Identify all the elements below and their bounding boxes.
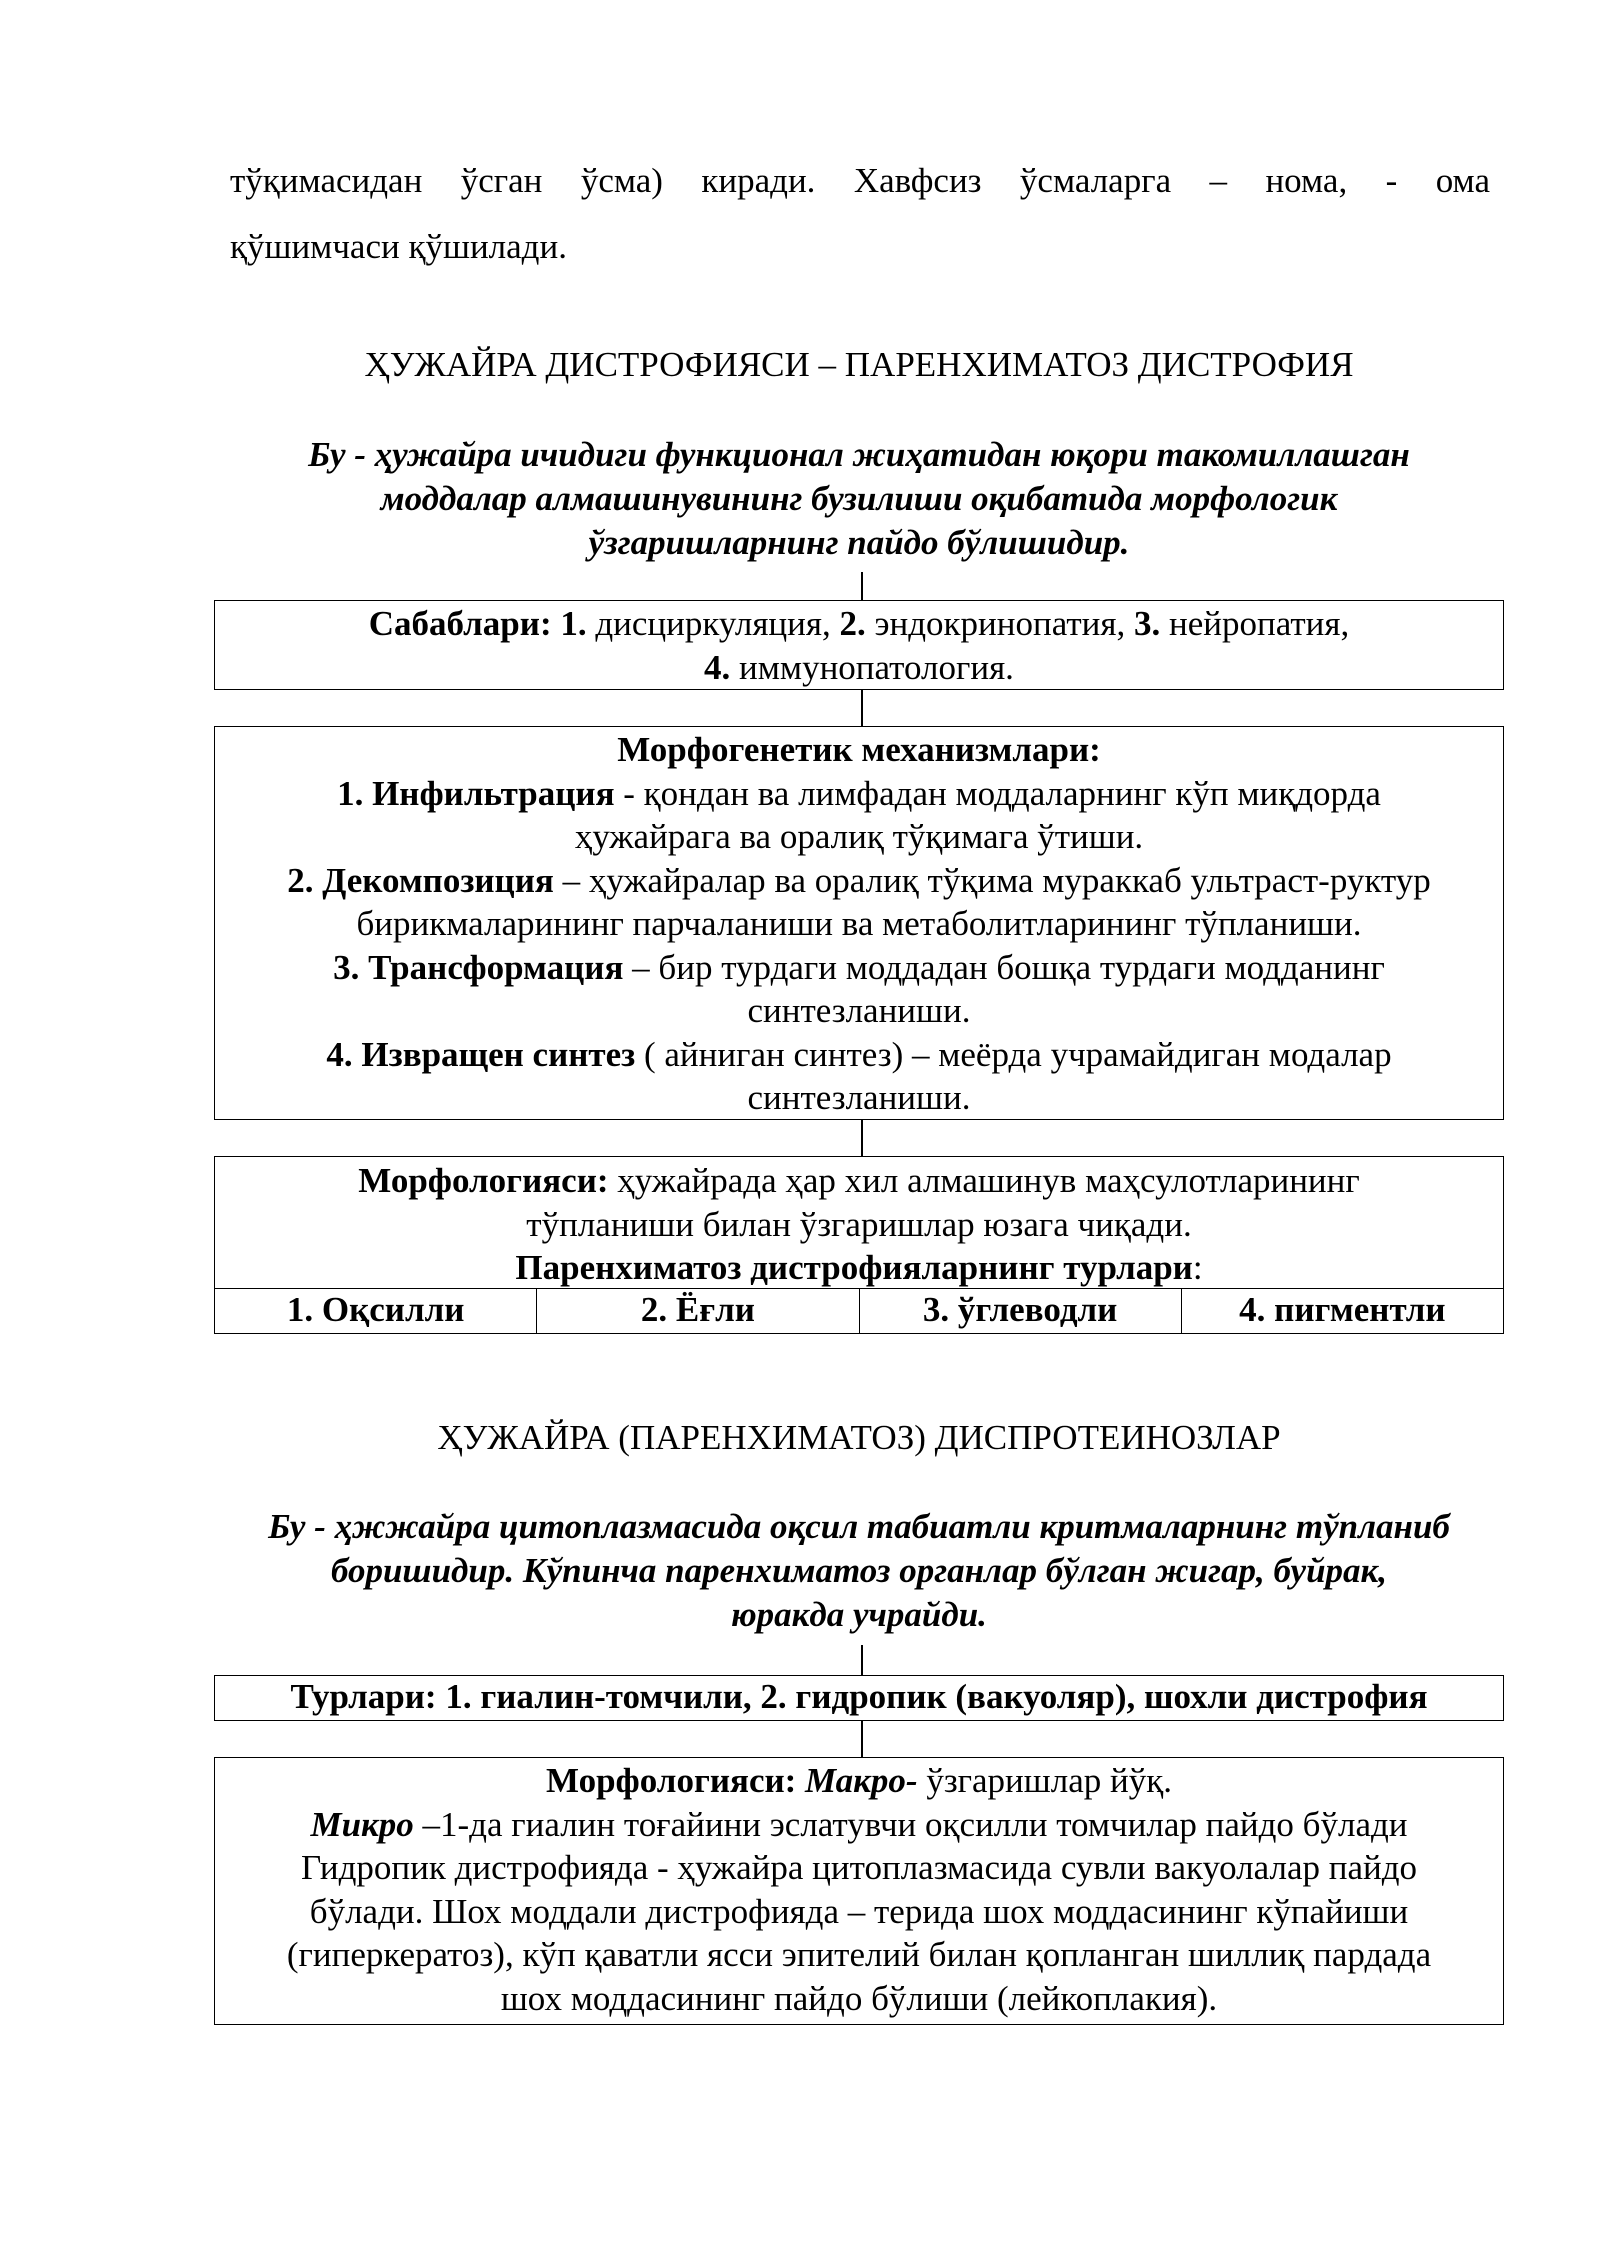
- connector-line: [861, 1120, 863, 1156]
- connector-line: [861, 690, 863, 726]
- mechanism-item: 3. Трансформация – бир турдаги моддадан бошқа турдаги модданинг: [333, 947, 1385, 987]
- section1-definition: Бу - ҳужайра ичидиги функционал жиҳатидан юқори такомиллашган моддалар алмашинувининг бузилиши оқибатида морфологик ўзгаришларнинг пайдо бўлишидир.: [308, 435, 1410, 562]
- intro-line-1: тўқимасидан ўсган ўсма) киради. Хавфсиз ўсмаларга – нома, - ома: [230, 161, 1490, 200]
- section1-title: ҲУЖАЙРА ДИСТРОФИЯСИ – ПАРЕНХИМАТОЗ ДИСТРОФИЯ: [364, 345, 1354, 384]
- types-table-row: [215, 1288, 1503, 1333]
- type-cell: 3. ўглеводли: [859, 1289, 1181, 1333]
- connector-line: [861, 1645, 863, 1675]
- types-title: Паренхиматоз дистрофияларнинг турлари: [515, 1248, 1193, 1287]
- morphology2-box: Морфологияси: Макро- ўзгаришлар йўқ. Микро –1-да гиалин тоғайини эслатувчи оқсилли томчилар пайдо бўлади Гидропик дистрофияда - ҳужайра цитоплазмасида сувли вакуолалар пайдо бўлади. Шох моддали дистрофияда – терида шох моддасининг кўпайиши (гиперкератоз), кўп қаватли ясси эпителий билан қопланган шиллиқ пардада шох моддасининг пайдо бўлиши (лейкоплакия).: [214, 1757, 1504, 2025]
- mechanisms-title: Морфогенетик механизмлари:: [617, 730, 1101, 769]
- mechanism-item: 4. Извращен синтез ( айниган синтез) – меёрда учрамайдиган модалар: [326, 1034, 1392, 1074]
- connector-line: [861, 1721, 863, 1757]
- mechanism-item: 2. Декомпозиция – ҳужайралар ва оралиқ тўқима мураккаб ультраст-руктур: [287, 860, 1431, 900]
- mechanisms-box: Морфогенетик механизмлари: 1. Инфильтрация - қондан ва лимфадан моддаларнинг кўп миқдорда ҳужайрага ва оралиқ тўқимага ўтиши. 2. Декомпозиция – ҳужайралар ва оралиқ тўқима мураккаб ультраст-руктур бирикмаларининг парчаланиши ва метаболитларининг тўпланиши. 3. Трансформация – бир турдаги моддадан бошқа турдаги модданинг синтезланиши. 4. Извращен синтез ( айниган синтез) – меёрда учрамайдиган модалар синтезланиши.: [214, 726, 1504, 1120]
- types2-box: Турлари: 1. гиалин-томчили, 2. гидропик (вакуоляр), шохли дистрофия: [214, 1675, 1504, 1721]
- mechanism-item: 1. Инфильтрация - қондан ва лимфадан моддаларнинг кўп миқдорда: [337, 773, 1381, 813]
- intro-line-2: қўшимчаси қўшилади.: [230, 227, 567, 266]
- causes-box: Сабаблари: 1. дисциркуляция, 2. эндокринопатия, 3. нейропатия, 4. иммунопатология.: [214, 600, 1504, 690]
- type-cell: 2. Ёғли: [536, 1289, 858, 1333]
- section2-definition: Бу - ҳжжайра цитоплазмасида оқсил табиатли критмаларнинг тўпланиб боришидир. Кўпинча паренхиматоз органлар бўлган жигар, буйрак, юракда учрайди.: [268, 1507, 1450, 1634]
- type-cell: 4. пигментли: [1181, 1289, 1503, 1333]
- section2-title: ҲУЖАЙРА (ПАРЕНХИМАТОЗ) ДИСПРОТЕИНОЗЛАР: [437, 1418, 1281, 1457]
- intro-paragraph: [230, 148, 1490, 280]
- morphology-box: Морфологияси: ҳужайрада ҳар хил алмашинув маҳсулотларининг тўпланиши билан ўзгаришлар юзага чиқади. Паренхиматоз дистрофияларнинг турлари: 1. Оқсилли 2. Ёғли 3. ўглеводли 4. пигментли: [214, 1156, 1504, 1334]
- connector-line: [861, 572, 863, 600]
- type-cell: 1. Оқсилли: [286, 1290, 465, 1329]
